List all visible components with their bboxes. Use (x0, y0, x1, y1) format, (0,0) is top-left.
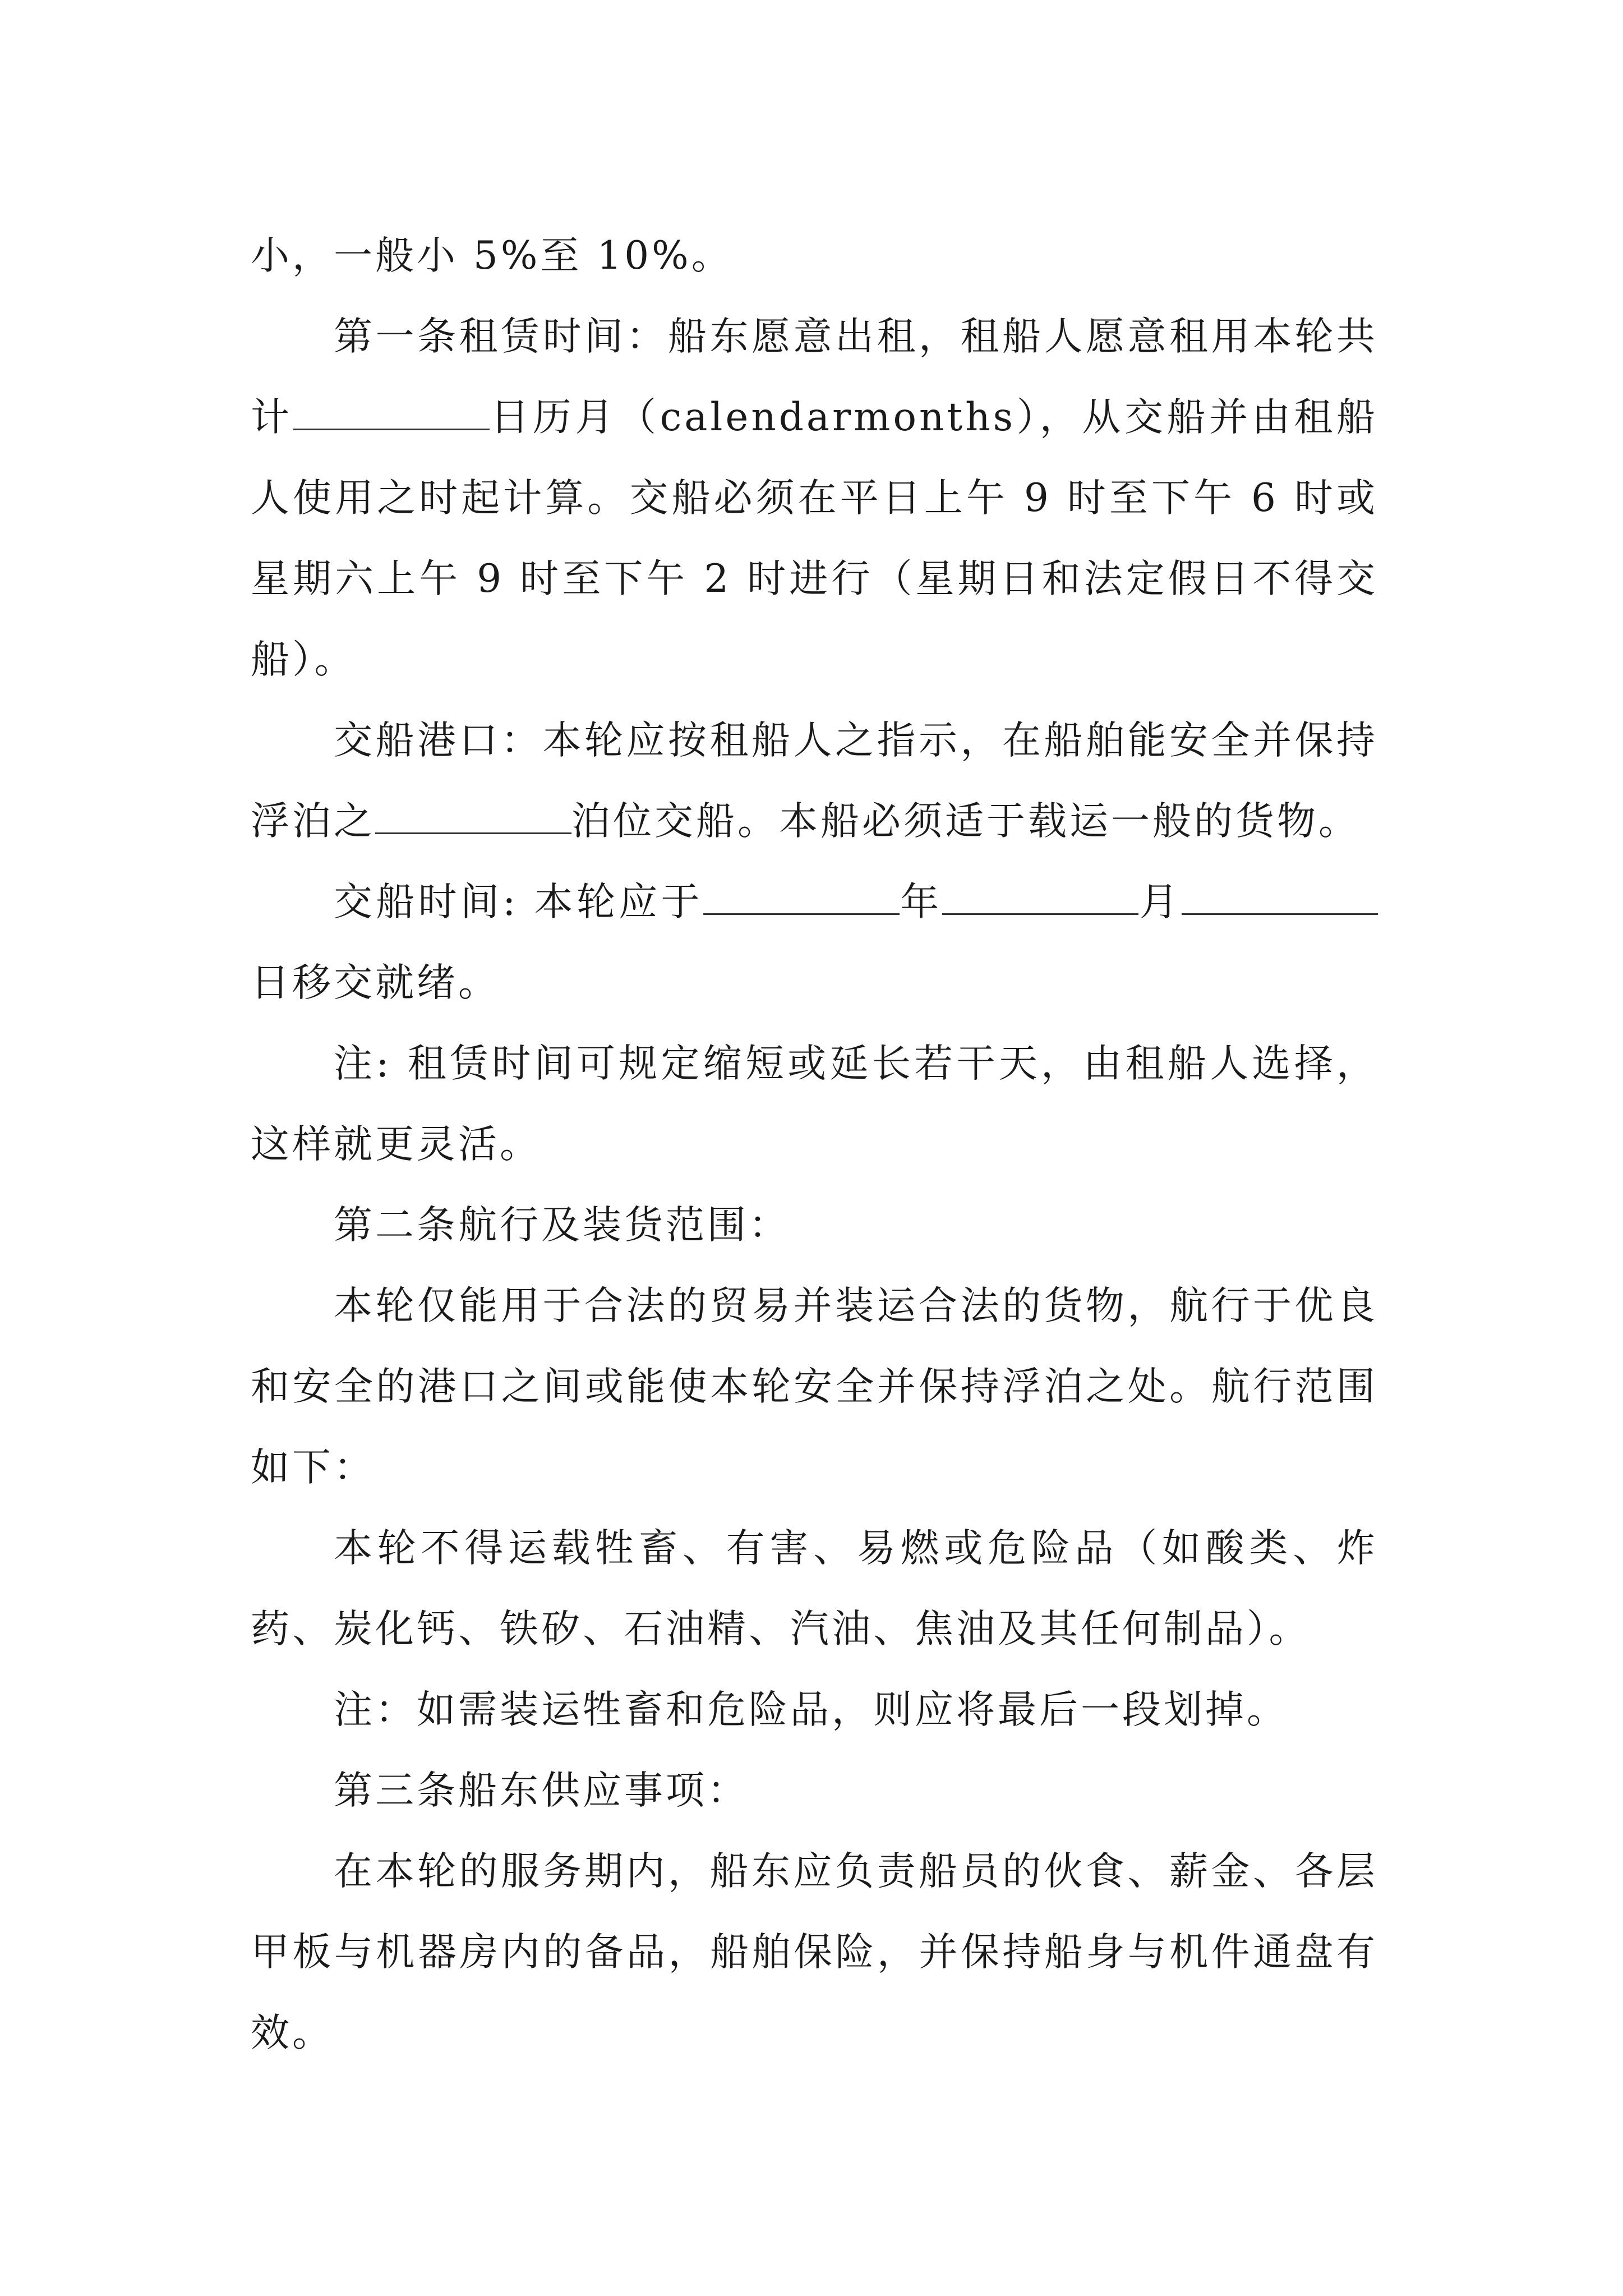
paragraph-text: 本轮不得运载牲畜、有害、易燃或危险品（如酸类、炸药、炭化钙、铁矽、石油精、汽油、焦油及其任何制品）。 (251, 1526, 1378, 1651)
paragraph-text: 第二条航行及装货范围： (334, 1203, 790, 1248)
paragraph-text: 泊位交船。本船必须适于载运一般的货物。 (571, 799, 1360, 844)
paragraph-text: 日移交就绪。 (251, 960, 500, 1005)
paragraph-text: 年 (899, 880, 943, 924)
paragraph-text: 注: 租赁时间可规定缩短或延长若干天，由租船人选择，这样就更灵活。 (251, 1041, 1378, 1167)
paragraph-text: 本轮仅能用于合法的贸易并装运合法的货物，航行于优良和安全的港口之间或能使本轮安全并保持浮泊之处。航行范围如下： (251, 1283, 1378, 1490)
blank-berth (375, 795, 571, 834)
paragraph-text: 交船时间: 本轮应于 (334, 880, 703, 924)
blank-months (293, 392, 490, 430)
heading-article-2 (251, 1185, 1378, 1266)
paragraph-text: 小，一般小 5%至 10%。 (251, 233, 733, 278)
paragraph-owner-provisions (251, 1831, 1378, 2073)
paragraph-text: 月 (1138, 880, 1182, 924)
paragraph-note-2 (251, 1669, 1378, 1750)
paragraph-note-1 (251, 1023, 1378, 1185)
blank-year (703, 876, 900, 915)
paragraph-lease-term (251, 296, 1378, 700)
paragraph-text: 第一条租赁时间：船东愿意出租，租船人愿意租用本轮共计 (251, 314, 1378, 440)
paragraph-text: 交船港口：本轮应按租船人之指示，在船舶能安全并保持浮泊之 (251, 718, 1378, 844)
paragraph-continuation (251, 215, 1378, 296)
paragraph-prohibited-cargo (251, 1508, 1378, 1669)
heading-article-3 (251, 1750, 1378, 1831)
paragraph-text: 在本轮的服务期内，船东应负责船员的伙食、薪金、各层甲板与机器房内的备品，船舶保险，并保持船身与机件通盘有效。 (251, 1849, 1378, 2055)
paragraph-delivery-time (251, 862, 1378, 1023)
paragraph-delivery-port (251, 700, 1378, 862)
blank-month (942, 876, 1138, 915)
paragraph-text: 注：如需装运牲畜和危险品，则应将最后一段划掉。 (334, 1687, 1288, 1732)
blank-day (1182, 876, 1378, 915)
paragraph-trade-scope (251, 1266, 1378, 1508)
paragraph-text: 第三条船东供应事项： (334, 1768, 749, 1813)
document-body (251, 215, 1378, 2073)
paragraph-text: 日历月（calendarmonths），从交船并由租船人使用之时起计算。交船必须在平日上午 9 时至下午 6 时或星期六上午 9 时至下午 2 时进行（星期日和法定假日不得交船）。 (251, 395, 1378, 682)
